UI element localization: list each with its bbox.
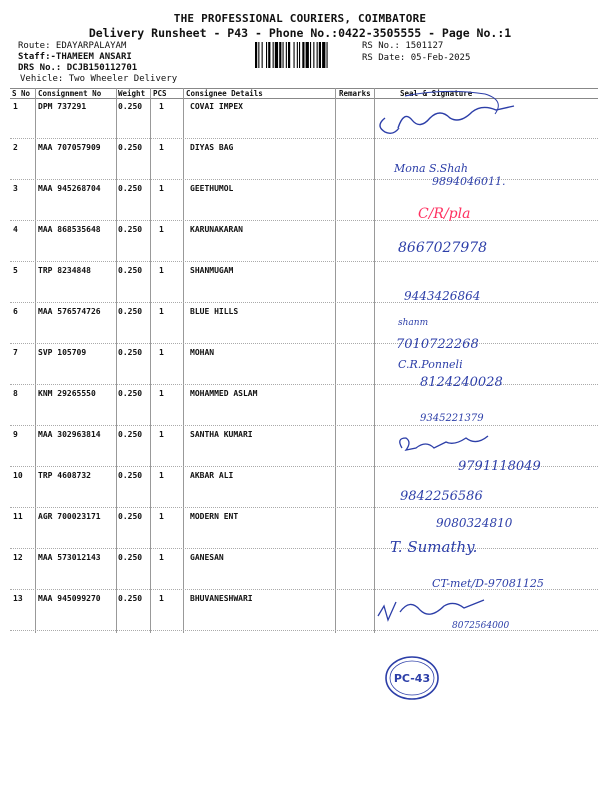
row-sno: 9 (13, 430, 18, 439)
row-weight: 0.250 (118, 389, 143, 398)
row-consignee: DIYAS BAG (190, 143, 234, 152)
sig11-phone: 9080324810 (436, 516, 513, 530)
route-label: Route: EDAYARPALAYAM (18, 41, 127, 51)
row-sno: 6 (13, 307, 18, 316)
row-consignee: COVAI IMPEX (190, 102, 243, 111)
row-consignee: MODERN ENT (190, 512, 239, 521)
row-consignment-no: DPM 737291 (38, 102, 87, 111)
row-consignment-no: MAA 573012143 (38, 553, 101, 562)
row-weight: 0.250 (118, 594, 143, 603)
row-consignee: GANESAN (190, 553, 224, 562)
row-pcs: 1 (159, 266, 164, 275)
row-weight: 0.250 (118, 102, 143, 111)
vehicle-label: Vehicle: Two Wheeler Delivery (20, 74, 178, 84)
sig7-name: C.R.Ponneli (398, 358, 463, 371)
sig13-phone: 8072564000 (452, 621, 510, 631)
row-sno: 8 (13, 389, 18, 398)
row-pcs: 1 (159, 307, 164, 316)
row-sno: 11 (13, 512, 23, 521)
sig7-phone: 8124240028 (420, 375, 503, 390)
stamp-text: PC-43 (393, 672, 431, 685)
sig10b-phone: 9842256586 (400, 489, 483, 504)
sig10-phone: 9791118049 (458, 459, 541, 474)
company-title: THE PROFESSIONAL COURIERS, COIMBATORE (173, 12, 427, 25)
row-pcs: 1 (159, 512, 164, 521)
row-weight: 0.250 (118, 225, 143, 234)
row-pcs: 1 (159, 389, 164, 398)
row-pcs: 1 (159, 430, 164, 439)
row-weight: 0.250 (118, 307, 143, 316)
row-weight: 0.250 (118, 266, 143, 275)
row-weight: 0.250 (118, 348, 143, 357)
delivery-table (10, 88, 598, 633)
row-consignee: SHANMUGAM (190, 266, 234, 275)
row-pcs: 1 (159, 471, 164, 480)
sig6-name: shanm (398, 318, 429, 328)
barcode (255, 42, 355, 68)
row-consignment-no: MAA 868535648 (38, 225, 101, 234)
row-consignee: MOHAN (190, 348, 215, 357)
col-pcs: PCS (153, 89, 167, 98)
row-consignment-no: TRP 4608732 (38, 471, 91, 480)
col-consignee: Consignee Details (186, 89, 263, 98)
sig6-phone: 7010722268 (396, 337, 479, 352)
col-sno: S No (12, 89, 31, 98)
row-sno: 13 (13, 594, 23, 603)
sig4-phone: 8667027978 (398, 240, 488, 256)
col-seal-signature: Seal & Signature (400, 89, 473, 98)
row-pcs: 1 (159, 225, 164, 234)
row-consignee: SANTHA KUMARI (190, 430, 253, 439)
sig5-phone: 9443426864 (404, 289, 481, 303)
row-sno: 4 (13, 225, 18, 234)
row-pcs: 1 (159, 594, 164, 603)
row-consignment-no: AGR 700023171 (38, 512, 101, 521)
row-weight: 0.250 (118, 143, 143, 152)
col-remarks: Remarks (339, 89, 371, 98)
row-weight: 0.250 (118, 512, 143, 521)
row-sno: 5 (13, 266, 18, 275)
row-pcs: 1 (159, 553, 164, 562)
row-sno: 10 (13, 471, 23, 480)
runsheet-subtitle: Delivery Runsheet - P43 - Phone No.:0422-3505555 - Page No.:1 (88, 26, 512, 40)
row-pcs: 1 (159, 348, 164, 357)
rs-number: RS No.: 1501127 (362, 41, 444, 51)
row-consignment-no: MAA 576574726 (38, 307, 101, 316)
row-weight: 0.250 (118, 430, 143, 439)
col-weight: Weight (118, 89, 146, 98)
drs-number: DRS No.: DCJB150112701 (18, 63, 138, 73)
col-consignment: Consignment No (38, 89, 102, 98)
row-consignment-no: MAA 707057909 (38, 143, 101, 152)
row-consignment-no: MAA 945268704 (38, 184, 101, 193)
row-consignment-no: TRP 8234848 (38, 266, 91, 275)
row-sno: 12 (13, 553, 23, 562)
row-weight: 0.250 (118, 184, 143, 193)
sig2-phone: 9894046011. (432, 175, 506, 188)
pc-43-stamp (384, 655, 440, 701)
row-sno: 7 (13, 348, 18, 357)
row-consignee: AKBAR ALI (190, 471, 234, 480)
sig12-name: T. Sumathy. (390, 538, 478, 556)
sig3-mark: C/R/pla (418, 206, 471, 222)
row-consignment-no: MAA 945099270 (38, 594, 101, 603)
row-sno: 1 (13, 102, 18, 111)
row-sno: 2 (13, 143, 18, 152)
row-sno: 3 (13, 184, 18, 193)
row-pcs: 1 (159, 184, 164, 193)
rs-date: RS Date: 05-Feb-2025 (362, 53, 471, 63)
row-consignee: MOHAMMED ASLAM (190, 389, 258, 398)
row-consignee: BLUE HILLS (190, 307, 239, 316)
staff-label: Staff:-THAMEEM ANSARI (18, 52, 132, 62)
row-consignee: GEETHUMOL (190, 184, 234, 193)
row-pcs: 1 (159, 143, 164, 152)
row-consignee: KARUNAKARAN (190, 225, 243, 234)
row-consignment-no: MAA 302963814 (38, 430, 101, 439)
row-weight: 0.250 (118, 471, 143, 480)
sig13-note: CT-met/D-97081125 (432, 577, 544, 590)
row-consignment-no: KNM 29265550 (38, 389, 96, 398)
sig8-phone: 9345221379 (420, 413, 484, 424)
row-consignment-no: SVP 105709 (38, 348, 87, 357)
sig2-name: Mona S.Shah (394, 162, 468, 175)
row-weight: 0.250 (118, 553, 143, 562)
row-pcs: 1 (159, 102, 164, 111)
row-consignee: BHUVANESHWARI (190, 594, 253, 603)
